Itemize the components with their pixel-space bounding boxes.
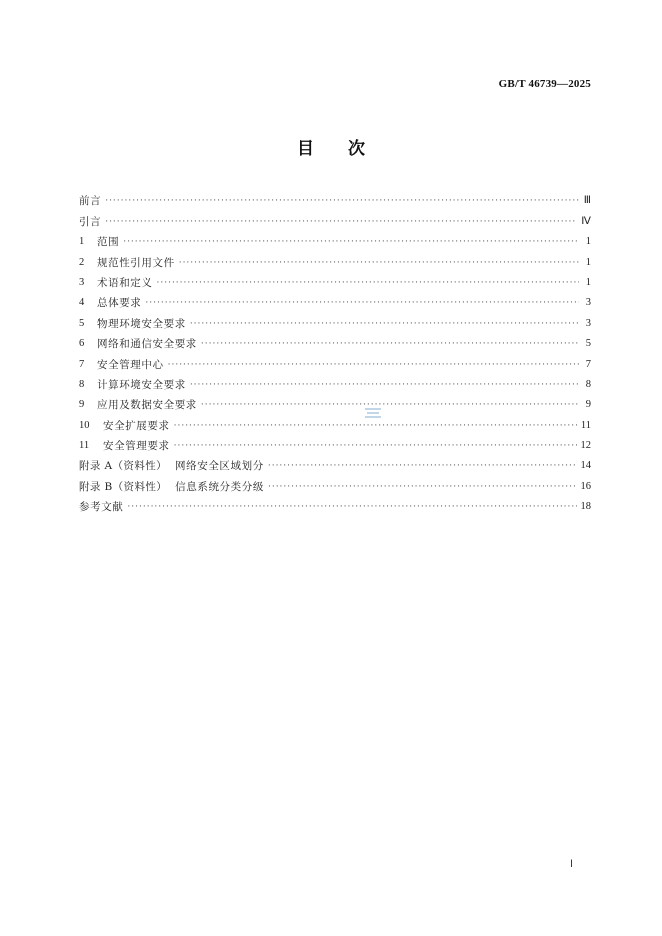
standard-number: GB/T 46739—2025 (498, 78, 591, 90)
toc-entry-number: 8 (79, 378, 85, 390)
toc-entry[interactable] (79, 309, 591, 329)
toc-entry-label: 网络安全区域划分 (175, 460, 264, 473)
toc-leader-dots (123, 236, 579, 248)
toc-entry[interactable] (79, 330, 591, 350)
toc-entry[interactable] (79, 187, 591, 207)
toc-leader-dots (268, 481, 577, 493)
toc-entry-number: 7 (79, 358, 85, 370)
toc-entry-page: 1 (585, 256, 591, 268)
toc-entry-label: 前言 (79, 195, 102, 208)
toc-entry-page: 16 (580, 480, 591, 492)
toc-entry-number: 9 (79, 399, 85, 411)
toc-leader-dots (179, 257, 579, 269)
toc-entry-number: 10 (79, 419, 90, 431)
toc-entry-page: 12 (580, 440, 591, 452)
toc-entry[interactable] (79, 350, 591, 370)
toc-leader-dots (190, 318, 579, 330)
toc-entry-label: 规范性引用文件 (97, 256, 175, 269)
toc-entry-label: 应用及数据安全要求 (97, 399, 197, 412)
toc-entry-number: 6 (79, 338, 85, 350)
toc-entry-label: 安全管理要求 (103, 440, 170, 453)
toc-entry-label: 信息系统分类分级 (175, 480, 264, 493)
toc-entry[interactable] (79, 289, 591, 309)
toc-entry-number: 2 (79, 256, 85, 268)
toc-entry-page: 1 (585, 276, 591, 288)
toc-entry-page: 7 (585, 358, 591, 370)
toc-entry-page: 8 (585, 378, 591, 390)
toc-entry-label: 安全管理中心 (97, 358, 164, 371)
toc-leader-dots (268, 460, 577, 472)
page-title-part1: 目 (297, 139, 314, 159)
toc-entry-page: 3 (585, 317, 591, 329)
toc-entry-page: 11 (580, 419, 591, 431)
toc-entry[interactable] (79, 228, 591, 248)
toc-entry-number: 附录 B（资料性） (79, 480, 168, 493)
toc-entry-page: 18 (580, 501, 591, 513)
page-title-part2: 次 (348, 139, 365, 159)
toc-leader-dots (168, 359, 579, 371)
toc-leader-dots (157, 277, 580, 289)
toc-entry[interactable] (79, 493, 591, 513)
toc-entry-page: 9 (585, 399, 591, 411)
toc-entry-label: 总体要求 (97, 297, 142, 310)
toc-entry-label: 术语和定义 (97, 276, 153, 289)
toc-leader-dots (145, 297, 579, 309)
table-of-contents (79, 187, 591, 513)
toc-entry-number: 4 (79, 297, 85, 309)
toc-entry[interactable] (79, 452, 591, 472)
page-title (0, 134, 662, 159)
toc-entry[interactable] (79, 391, 591, 411)
toc-entry-number: 附录 A（资料性） (79, 460, 168, 473)
toc-entry[interactable] (79, 371, 591, 391)
toc-entry-page: 1 (585, 236, 591, 248)
toc-entry-label: 参考文献 (79, 501, 124, 514)
toc-entry[interactable] (79, 269, 591, 289)
toc-leader-dots (105, 216, 577, 228)
toc-leader-dots (190, 379, 579, 391)
toc-entry-label: 物理环境安全要求 (97, 317, 186, 330)
toc-entry-label: 计算环境安全要求 (97, 378, 186, 391)
toc-entry-label: 网络和通信安全要求 (97, 338, 197, 351)
toc-leader-dots (105, 195, 579, 207)
toc-entry-page: Ⅳ (581, 215, 591, 227)
toc-entry-label: 安全扩展要求 (103, 419, 170, 432)
toc-entry-page: 14 (580, 460, 591, 472)
toc-entry[interactable] (79, 432, 591, 452)
toc-entry-number: 3 (79, 276, 85, 288)
toc-entry-page: 3 (585, 297, 591, 309)
toc-entry-label: 范围 (97, 236, 120, 249)
toc-entry-number: 1 (79, 236, 85, 248)
toc-leader-dots (201, 399, 579, 411)
toc-entry-label: 引言 (79, 215, 102, 228)
toc-entry-page: 5 (585, 338, 591, 350)
toc-entry[interactable] (79, 207, 591, 227)
toc-entry-page: Ⅲ (583, 195, 591, 207)
toc-leader-dots (127, 501, 576, 513)
toc-entry[interactable] (79, 472, 591, 492)
toc-entry-number: 5 (79, 317, 85, 329)
page-number: Ⅰ (570, 859, 573, 870)
toc-entry[interactable] (79, 411, 591, 431)
toc-entry[interactable] (79, 248, 591, 268)
toc-leader-dots (174, 440, 577, 452)
toc-entry-number: 11 (79, 440, 90, 452)
toc-leader-dots (201, 338, 579, 350)
watermark-icon (364, 405, 382, 423)
